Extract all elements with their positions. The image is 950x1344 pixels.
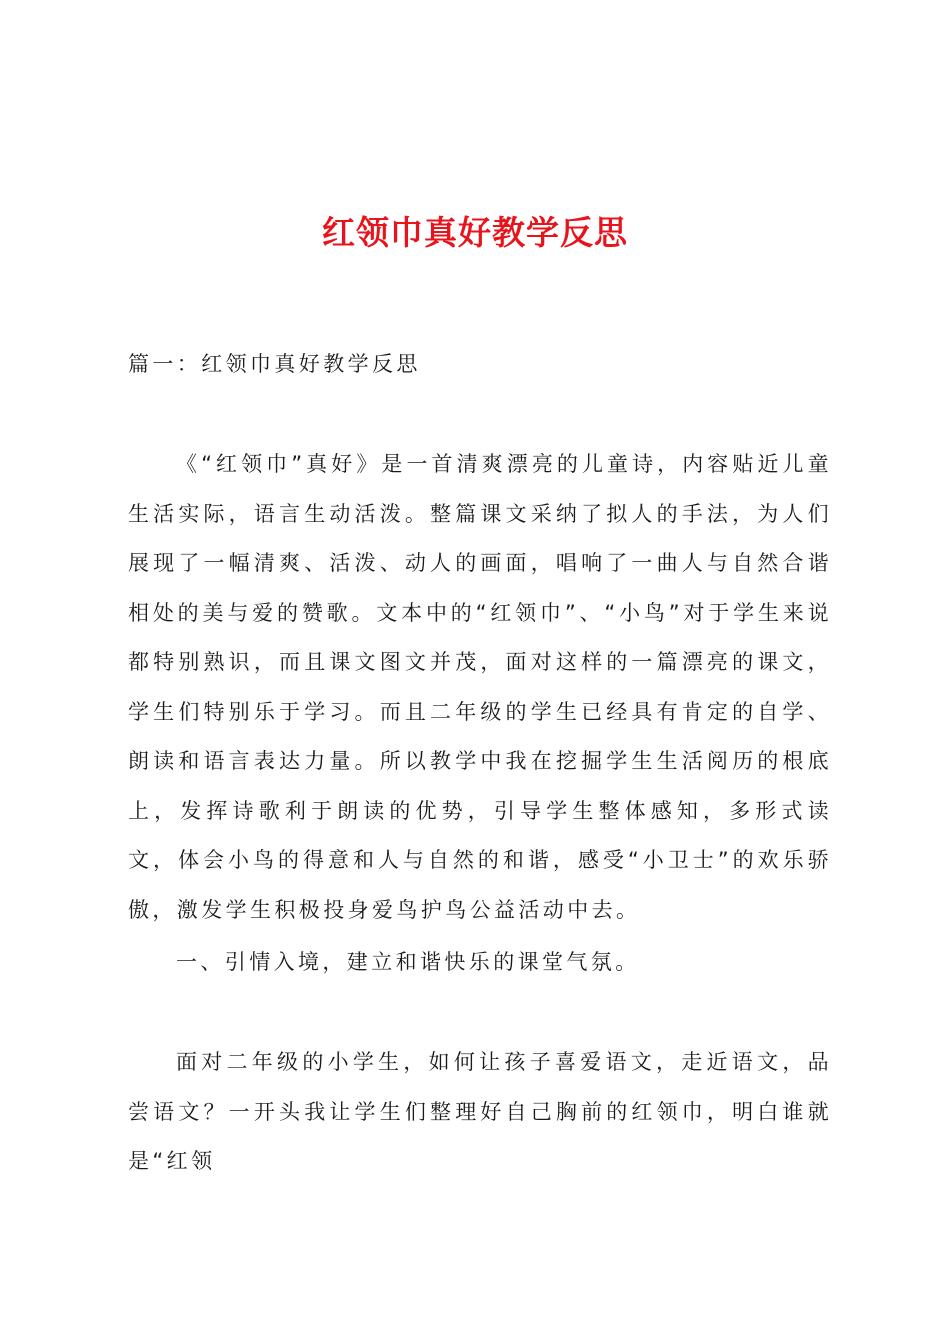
subheading-1: 一、引情入境，建立和谐快乐的课堂气氛。 — [176, 950, 640, 974]
paragraph-2: 面对二年级的小学生，如何让孩子喜爱语文，走近语文，品尝语文？一开头我让学生们整理好自己胸前的红领巾，明白谁就是“红领 — [128, 1050, 832, 1173]
paragraph-intro: 《“红领巾”真好》是一首清爽漂亮的儿童诗，内容贴近儿童生活实际，语言生动活泼。整篇课文采纳了拟人的手法，为人们展现了一幅清爽、活泼、动人的画面，唱响了一曲人与自然合谐相处的美与爱的赞歌。文本中的“红领巾”、“小鸟”对于学生来说都特别熟识，而且课文图文并茂，面对这样的一篇漂亮的课文，学生们特别乐于学习。而且二年级的学生已经具有肯定的自学、朗读和语言表达力量。所以教学中我在挖掘学生生活阅历的根底上，发挥诗歌利于朗读的优势，引导学生整体感知，多形式读文，体会小鸟的得意和人与自然的和谐，感受“小卫士”的欢乐骄傲，激发学生积极投身爱鸟护鸟公益活动中去。 — [128, 452, 832, 922]
section-label: 篇一：红领巾真好教学反思 — [128, 352, 421, 376]
document-title: 红领巾真好教学反思 — [322, 213, 628, 252]
